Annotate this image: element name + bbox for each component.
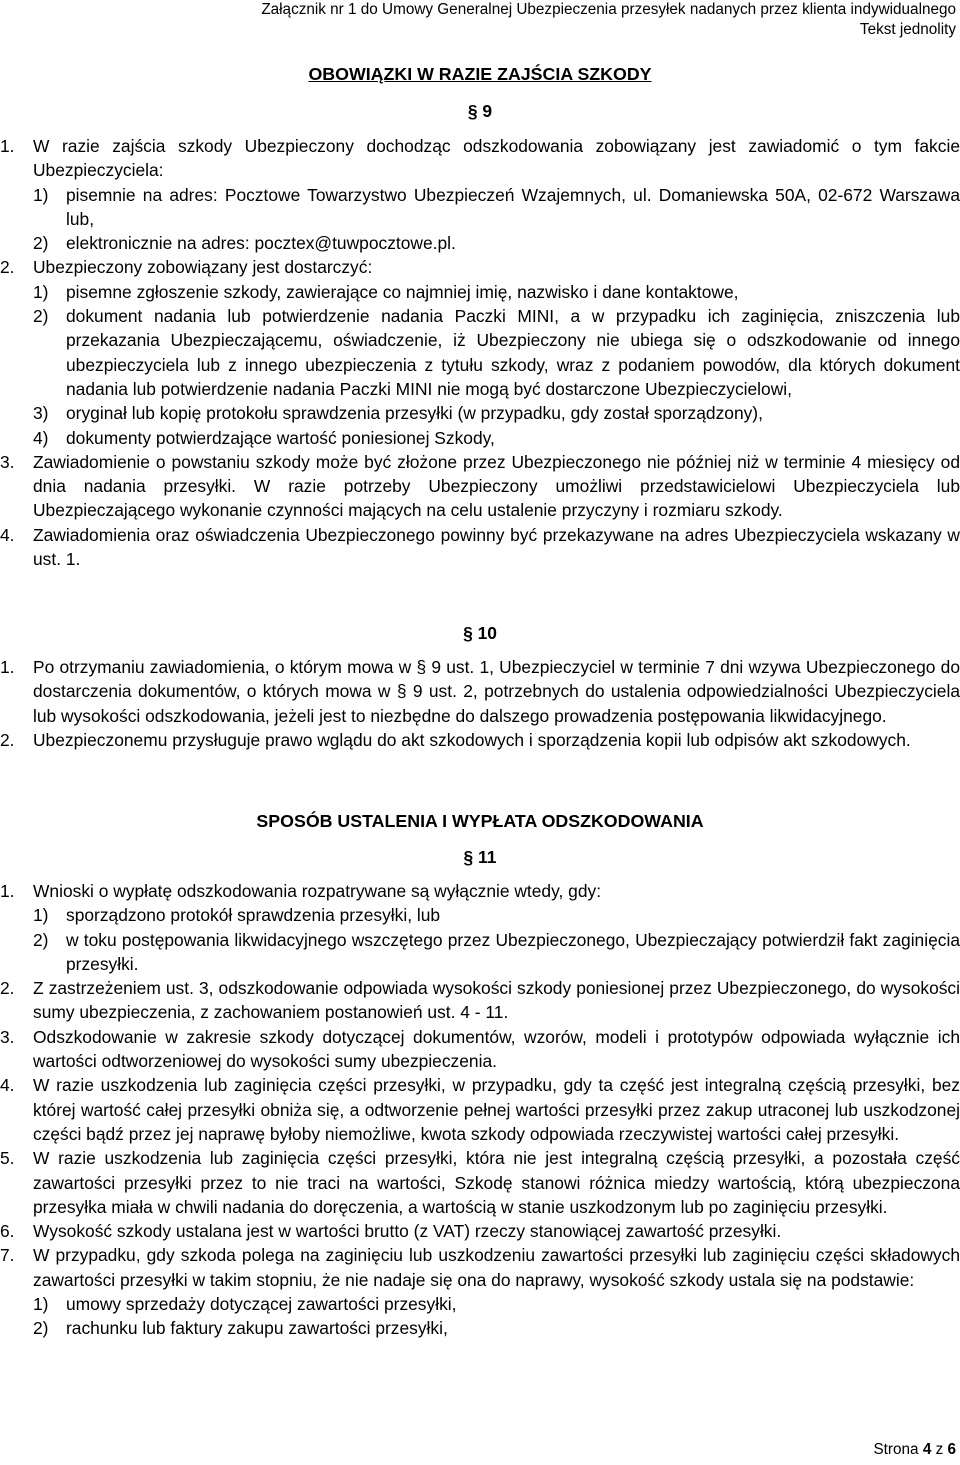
clause: 4. W razie uszkodzenia lub zaginięcia części przesyłki, w przypadku, gdy ta część jest integralną częścią przesyłki, bez której wartość całej przesyłki obniża się, a odtworzenie pełnej wartości przesyłki przez zakup utraconej lub uszkodzonej części bądź przez jej naprawę byłoby niemożliwe, kwota szkody odpowiada rzeczywistej wartości całej przesyłki. — [0, 1075, 960, 1144]
subclause: 1) pisemne zgłoszenie szkody, zawierające co najmniej imię, nazwisko i dane kontaktowe, — [33, 281, 739, 302]
paragraph-heading-10: § 10 — [463, 623, 497, 643]
paragraph-10 — [0, 655, 960, 752]
clause: 1. W razie zajścia szkody Ubezpieczony dochodząc odszkodowania zobowiązany jest zawiadomić o tym fakcie Ubezpieczyciela: — [0, 136, 960, 181]
section-title-obowiazki: OBOWIĄZKI W RAZIE ZAJŚCIA SZKODY — [308, 64, 652, 84]
clause: 6. Wysokość szkody ustalana jest w wartości brutto (z VAT) rzeczy stanowiącej zawartość przesyłki. — [0, 1221, 782, 1242]
clause: 3. Odszkodowanie w zakresie szkody dotyczącej dokumentów, wzorów, modeli i prototypów odpowiada wyłącznie ich wartości odtworzeniowej do wysokości sumy ubezpieczenia. — [0, 1026, 960, 1072]
clause: 2. Z zastrzeżeniem ust. 3, odszkodowanie odpowiada wysokości szkody poniesionej przez Ubezpieczonego, do wysokości sumy ubezpieczenia, z zachowaniem postanowień ust. 4 - 11. — [0, 978, 960, 1023]
paragraph-heading-9: § 9 — [467, 101, 493, 121]
paragraph-heading-11: § 11 — [463, 847, 497, 867]
header-subtitle: Tekst jednolity — [859, 20, 956, 38]
clause: 2. Ubezpieczony zobowiązany jest dostarczyć: — [0, 257, 373, 278]
paragraph-11 — [0, 879, 960, 1341]
subclause: 4) dokumenty potwierdzające wartość poniesionej Szkody, — [33, 427, 495, 448]
page-number: Strona 4 z 6 — [873, 1441, 956, 1458]
clause: 4. Zawiadomienia oraz oświadczenia Ubezpieczonego powinny być przekazywane na adres Ubezpieczyciela wskazany w ust. 1. — [0, 524, 960, 570]
clause: 2. Ubezpieczonemu przysługuje prawo wglądu do akt szkodowych i sporządzenia kopii lub odpisów akt szkodowych. — [0, 729, 911, 750]
header-title: Załącznik nr 1 do Umowy Generalnej Ubezpieczenia przesyłek nadanych przez klienta indywidualnego — [261, 1, 956, 18]
subclause: 1) sporządzono protokół sprawdzenia przesyłki, lub — [33, 905, 441, 926]
subclause: 2) elektronicznie na adres: pocztex@tuwpocztowe.pl. — [33, 233, 456, 254]
subclause: 2) w toku postępowania likwidacyjnego wszczętego przez Ubezpieczonego, Ubezpieczający potwierdził fakt zaginięcia przesyłki. — [33, 929, 960, 974]
clause: 1. Wnioski o wypłatę odszkodowania rozpatrywane są wyłącznie wtedy, gdy: — [0, 881, 602, 901]
subclause: 1) pisemnie na adres: Pocztowe Towarzystwo Ubezpieczeń Wzajemnych, ul. Domaniewska 50A, 02-672 Warszawa lub, — [33, 184, 960, 229]
subclause: 1) umowy sprzedaży dotyczącej zawartości przesyłki, — [33, 1294, 457, 1315]
document-header — [261, 0, 956, 39]
clause: 5. W razie uszkodzenia lub zaginięcia części przesyłki, która nie jest integralną częścią przesyłki, a pozostała część zawartości przesyłki przez to nie traci na wartości, Szkodę stanowi różnica miedzy wartością, którą ubezpieczona przesyłka miała w chwili nadania do doręczenia, a wartością w stanie uszkodzonym lub po zaginięciu przesyłki. — [0, 1148, 960, 1217]
section-title-sposob: SPOSÓB USTALENIA I WYPŁATA ODSZKODOWANIA — [256, 811, 704, 831]
clause: 7. W przypadku, gdy szkoda polega na zaginięciu lub uszkodzeniu zawartości przesyłki lub zaginięciu części składowych zawartości przesyłki w takim stopniu, że nie nadaje się ona do naprawy, wysokość szkody ustala się na podstawie: — [0, 1245, 960, 1290]
clause: 3. Zawiadomienie o powstaniu szkody może być złożone przez Ubezpieczonego nie później niż w terminie 4 miesięcy od dnia nadania przesyłki. W razie potrzeby Ubezpieczony umożliwi przedstawicielowi Ubezpieczyciela lub Ubezpieczającego wykonanie czynności mających na celu ustalenie przyczyny i rozmiaru szkody. — [0, 451, 960, 521]
subclause: 3) oryginał lub kopię protokołu sprawdzenia przesyłki (w przypadku, gdy został sporządzony), — [33, 403, 763, 424]
subclause: 2) rachunku lub faktury zakupu zawartości przesyłki, — [33, 1318, 448, 1339]
paragraph-9 — [0, 134, 960, 571]
clause: 1. Po otrzymaniu zawiadomienia, o którym mowa w § 9 ust. 1, Ubezpieczyciel w terminie 7 dni wzywa Ubezpieczonego do dostarczenia dokumentów, o których mowa w § 9 ust. 2, potrzebnych do ustalenia odpowiedzialności Ubezpieczyciela lub wysokości odszkodowania, jeżeli jest to niezbędne do dalszego prowadzenia postępowania likwidacyjnego. — [0, 657, 960, 726]
subclause: 2) dokument nadania lub potwierdzenie nadania Paczki MINI, a w przypadku ich zaginięcia, zniszczenia lub przekazania Ubezpieczającemu, oświadczenie, iż Ubezpieczony nie ubiega się o odszkodowanie od innego ubezpieczyciela lub z innego ubezpieczenia z tytułu szkody, wraz z podaniem powodów, dla których dokument nadania lub potwierdzenie nadania Paczki MINI nie mogą być dostarczone Ubezpieczycielowi, — [33, 306, 960, 399]
